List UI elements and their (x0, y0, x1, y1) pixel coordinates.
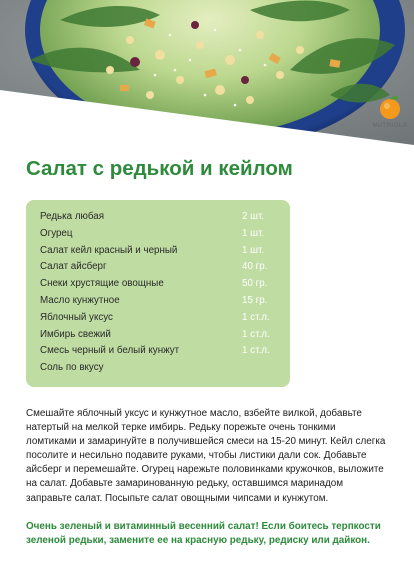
ingredient-name: Смесь черный и белый кунжут (40, 345, 180, 357)
ingredient-qty: 50 гр. (242, 278, 268, 290)
ingredient-qty: 1 ст.л. (242, 311, 270, 323)
ingredients-box (26, 200, 290, 387)
ingredient-row (40, 362, 280, 379)
brand-name: NUTRIOLA (372, 122, 408, 129)
ingredient-name: Яблочный уксус (40, 311, 113, 323)
ingredient-name: Снеки хрустящие овощные (40, 278, 164, 290)
ingredient-row (40, 245, 280, 262)
page-title: Салат с редькой и кейлом (26, 157, 293, 180)
ingredient-qty: 1 шт. (242, 227, 265, 239)
ingredient-name: Салат айсберг (40, 261, 107, 273)
recipe-instructions: Смешайте яблочный уксус и кунжутное масло, взбейте вилкой, добавьте натертый на мелкой терке имбирь. Редьку порежьте очень тонкими ломтиками и замаринуйте в получившейся смеси на 15-20 минут. Кейл слегка посолите и несильно подавите руками, чтобы листики дали сок. Добавьте айсберг и перемешайте. Огурец нарежьте половинками кружочков, выложите на салат. Добавьте замаринованную редьку, оставшимся маринадом заправьте салат. Посыпьте салат овощными чипсами и кунжутом. (26, 408, 386, 504)
ingredient-row (40, 345, 280, 362)
ingredient-row (40, 312, 280, 329)
ingredient-qty: 15 гр. (242, 295, 268, 306)
ingredient-row (40, 211, 280, 228)
ingredient-qty: 1 ст.л. (242, 328, 270, 340)
ingredient-row (40, 261, 280, 278)
hero-photo (0, 0, 414, 145)
ingredient-row (40, 329, 280, 346)
salad-photo (0, 0, 414, 145)
ingredient-qty: 40 гр. (242, 261, 268, 273)
ingredient-name: Масло кунжутное (40, 295, 120, 306)
ingredient-row (40, 295, 280, 312)
ingredient-qty: 2 шт. (242, 211, 265, 222)
ingredient-row (40, 228, 280, 245)
brand-logo (370, 95, 410, 135)
ingredient-name: Салат кейл красный и черный (40, 244, 178, 256)
ingredient-qty: 1 шт. (242, 244, 265, 256)
ingredient-name: Редька любая (40, 211, 105, 222)
ingredient-name: Соль по вкусу (40, 362, 104, 374)
ingredient-name: Имбирь свежий (40, 328, 111, 340)
ingredient-row (40, 278, 280, 295)
ingredient-qty: 1 ст.л. (242, 345, 270, 357)
ingredient-name: Огурец (40, 227, 73, 239)
recipe-tip: Очень зеленый и витаминный весенний салат! Если боитесь терпкости зеленой редьки, замените ее на красную редьку, редиску или дайкон. (26, 521, 381, 547)
orange-fruit-icon (370, 95, 410, 121)
